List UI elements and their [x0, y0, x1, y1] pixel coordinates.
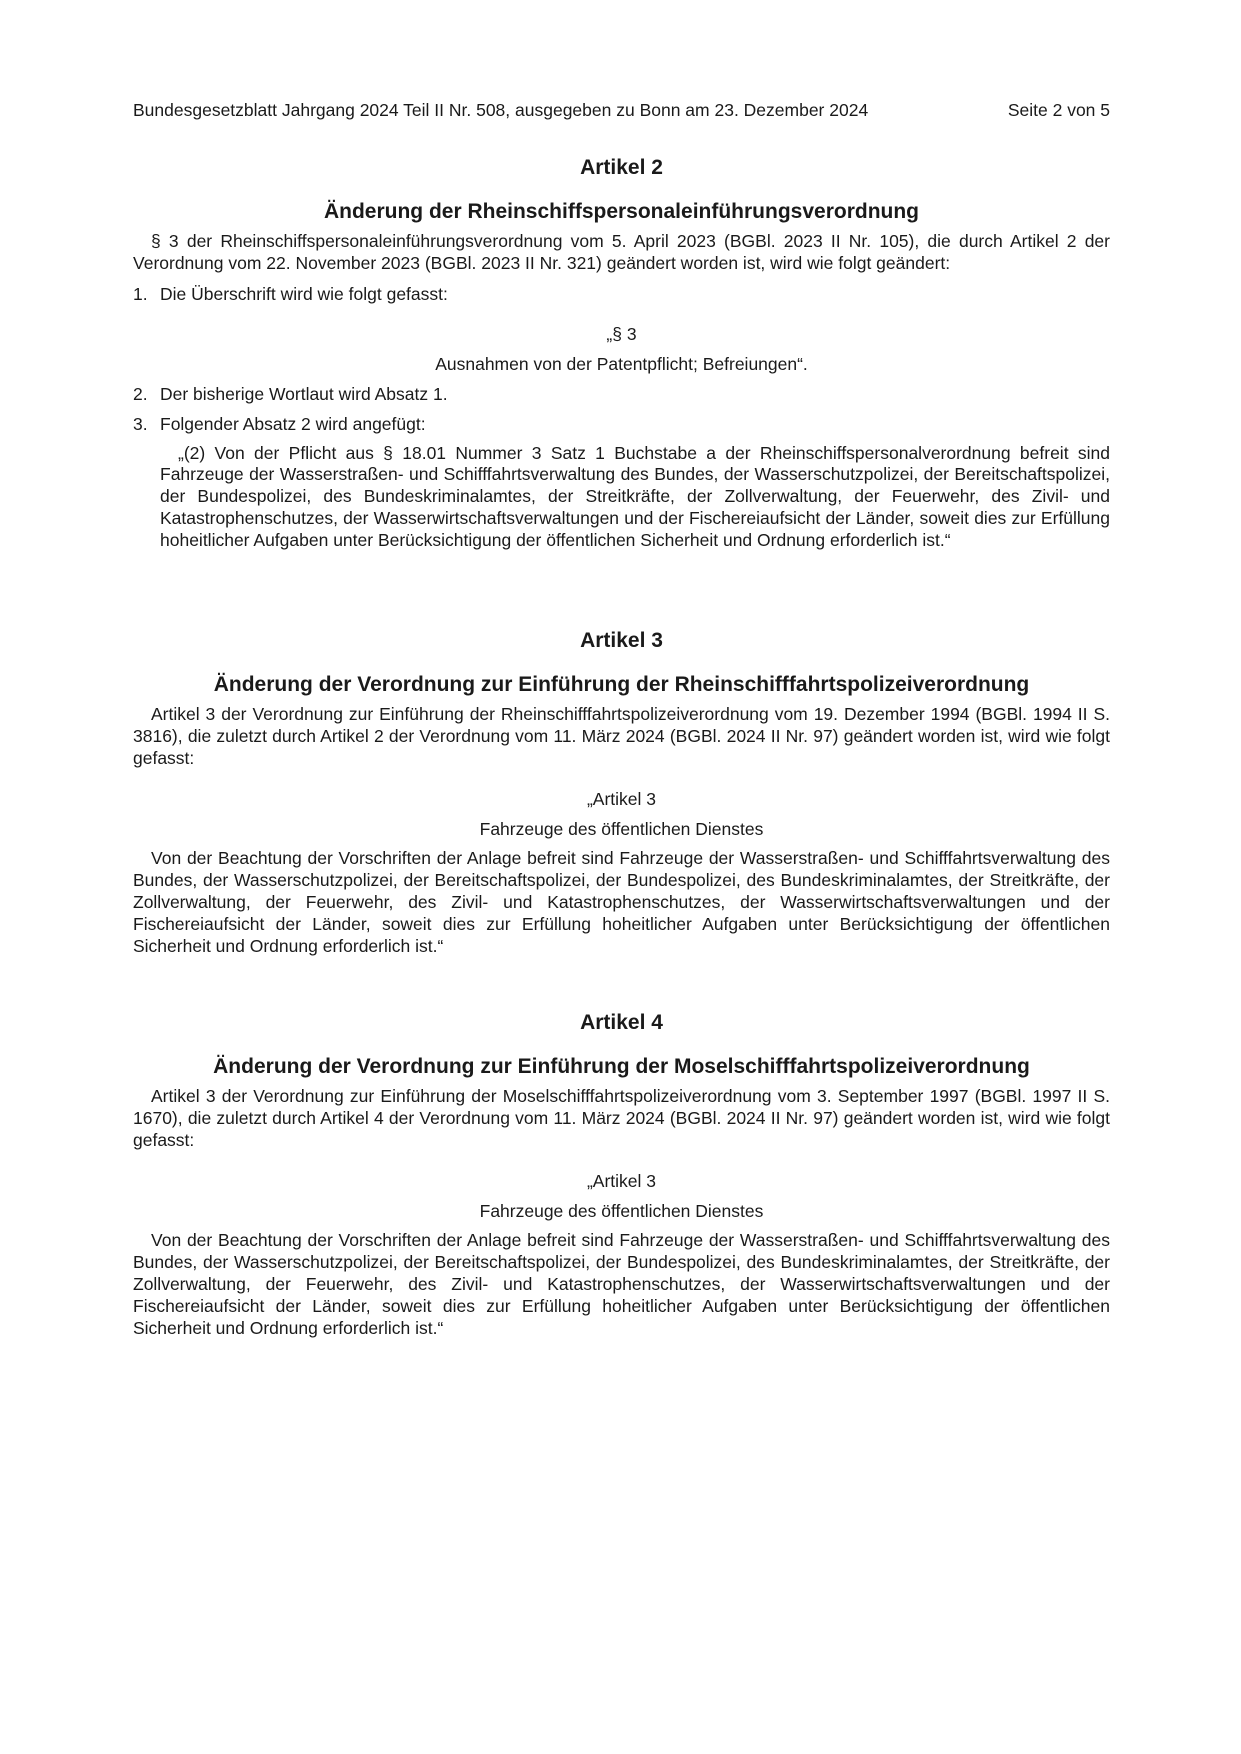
header-page-number: Seite 2 von 5	[1007, 100, 1110, 120]
article-4-quote-heading: „Artikel 3	[586, 1171, 657, 1192]
article-2-title: Änderung der Rheinschiffspersonaleinführungsverordnung	[323, 200, 920, 223]
list-text: Folgender Absatz 2 wird angefügt:	[160, 413, 426, 434]
article-4-title: Änderung der Verordnung zur Einführung der Moselschifffahrtspolizeiverordnung	[213, 1055, 1030, 1078]
list-number: 3.	[133, 413, 148, 434]
article-3-quote-heading: „Artikel 3	[586, 789, 657, 810]
article-3-quote-subheading: Fahrzeuge des öffentlichen Dienstes	[479, 819, 764, 840]
article-4-quote-paragraph: Von der Beachtung der Vorschriften der Anlage befreit sind Fahrzeuge der Wasserstraßen- und Schifffahrtsverwaltung des Bundes, der Wasserschutzpolizei, der Bereitschaftspolizei, der Bundespolizei, des Bundeskriminalamtes, der Streitkräfte, der Zollverwaltung, der Feuerwehr, des Zivil- und Katastrophenschutzes, der Wasserwirtschaftsverwaltungen und der Fischereiaufsicht der Länder, soweit dies zur Erfüllung hoheitlicher Aufgaben unter Berücksichtigung der öffentlichen Sicherheit und Ordnung erforderlich ist.“	[133, 1230, 1110, 1338]
article-4-intro: Artikel 3 der Verordnung zur Einführung der Moselschifffahrtspolizeiverordnung vom 3. September 1997 (BGBl. 1997 II S. 1670), die zuletzt durch Artikel 4 der Verordnung vom 11. März 2024 (BGBl. 2024 II Nr. 97) geändert worden ist, wird wie folgt gefasst:	[133, 1086, 1110, 1150]
article-4-quote-subheading: Fahrzeuge des öffentlichen Dienstes	[479, 1201, 764, 1222]
article-2-intro: § 3 der Rheinschiffspersonaleinführungsverordnung vom 5. April 2023 (BGBl. 2023 II Nr. 105), die durch Artikel 2 der Verordnung vom 22. November 2023 (BGBl. 2023 II Nr. 321) geändert worden ist, wird wie folgt geändert:	[133, 231, 1110, 273]
list-number: 1.	[133, 283, 148, 304]
article-2-item-1	[133, 283, 1110, 305]
article-3	[133, 628, 1110, 957]
article-3-title: Änderung der Verordnung zur Einführung der Rheinschifffahrtspolizeiverordnung	[213, 673, 1030, 696]
article-2	[133, 155, 1110, 552]
running-header	[133, 99, 1110, 121]
article-2-quote-subheading: Ausnahmen von der Patentpflicht; Befreiungen“.	[435, 353, 808, 374]
list-text: Die Überschrift wird wie folgt gefasst:	[160, 283, 448, 304]
article-3-number: Artikel 3	[580, 629, 663, 652]
article-2-quote-paragraph: „(2) Von der Pflicht aus § 18.01 Nummer 3 Satz 1 Buchstabe a der Rheinschiffspersonalverordnung befreit sind Fahrzeuge der Wasserstraßen- und Schifffahrtsverwaltung des Bundes, der Wasserschutzpolizei, der Bereitschaftspolizei, der Bundespolizei, des Bundeskriminalamtes, der Streitkräfte, der Zollverwaltung, der Feuerwehr, des Zivil- und Katastrophenschutzes, der Wasserwirtschaftsverwaltungen und der Fischereiaufsicht der Länder, soweit dies zur Erfüllung hoheitlicher Aufgaben unter Berücksichtigung der öffentlichen Sicherheit und Ordnung erforderlich ist.“	[160, 442, 1110, 550]
article-3-intro: Artikel 3 der Verordnung zur Einführung der Rheinschifffahrtspolizeiverordnung vom 19. Dezember 1994 (BGBl. 1994 II S. 3816), die zuletzt durch Artikel 2 der Verordnung vom 11. März 2024 (BGBl. 2024 II Nr. 97) geändert worden ist, wird wie folgt gefasst:	[133, 704, 1110, 768]
article-2-quote-heading: „§ 3	[606, 323, 637, 344]
article-2-item-3	[133, 413, 1110, 435]
list-text: Der bisherige Wortlaut wird Absatz 1.	[160, 383, 448, 404]
article-2-number: Artikel 2	[580, 156, 663, 179]
article-4-number: Artikel 4	[580, 1011, 663, 1034]
article-3-quote-paragraph: Von der Beachtung der Vorschriften der Anlage befreit sind Fahrzeuge der Wasserstraßen- und Schifffahrtsverwaltung des Bundes, der Wasserschutzpolizei, der Bereitschaftspolizei, der Bundespolizei, des Bundeskriminalamtes, der Streitkräfte, der Zollverwaltung, der Feuerwehr, des Zivil- und Katastrophenschutzes, der Wasserwirtschaftsverwaltungen und der Fischereiaufsicht der Länder, soweit dies zur Erfüllung hoheitlicher Aufgaben unter Berücksichtigung der öffentlichen Sicherheit und Ordnung erforderlich ist.“	[133, 848, 1110, 956]
list-number: 2.	[133, 383, 148, 404]
article-4	[133, 1010, 1110, 1339]
article-2-item-2	[133, 383, 1110, 405]
header-publication: Bundesgesetzblatt Jahrgang 2024 Teil II Nr. 508, ausgegeben zu Bonn am 23. Dezember 2024	[133, 100, 869, 120]
